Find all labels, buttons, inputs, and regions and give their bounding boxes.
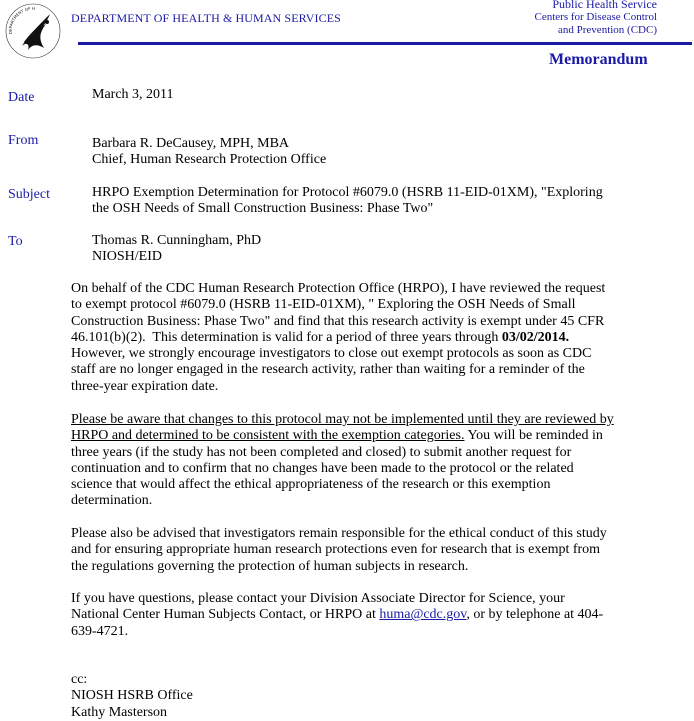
cc-block [71, 672, 631, 721]
p4-text: National Center Human Subjects Contact, or HRPO at [71, 607, 380, 623]
from-label: From [8, 133, 39, 148]
p2-line: science that would affect the ethical appropriateness of the research or this exemption [71, 477, 551, 493]
p2-line: Please be aware that changes to this protocol may not be implemented until they are reviewed by [71, 412, 614, 427]
department-title: DEPARTMENT OF HEALTH & HUMAN SERVICES [71, 11, 341, 25]
paragraph-2 [71, 412, 631, 510]
p3-line: and for ensuring appropriate human research protections even for research that is exempt from [71, 542, 601, 558]
p3-line: the regulations governing the protection of human subjects in research. [71, 558, 469, 574]
to-name: Thomas R. Cunningham, PhD [92, 233, 262, 248]
date-label: Date [8, 90, 35, 105]
header-divider [78, 42, 692, 45]
p2-underlined-text: HRPO and determined to be consistent with the exemption categories. [71, 428, 465, 444]
cdc-line-2: and Prevention (CDC) [558, 24, 657, 36]
memorandum-title: Memorandum [549, 51, 648, 68]
paragraph-3 [71, 526, 631, 575]
p1-line: staff are no longer engaged in the research activity, rather than waiting for a reminder of the [71, 362, 585, 378]
cc-label: cc: [71, 672, 88, 687]
p2-line: determination. [71, 493, 153, 509]
from-value [92, 136, 632, 168]
p1-line: However, we strongly encourage investigators to close out exempt protocols as soon as CDC [71, 346, 592, 362]
subject-line-1: HRPO Exemption Determination for Protocol #6079.0 (HSRB 11-EID-01XM), "Exploring [92, 185, 603, 200]
paragraph-1 [71, 281, 631, 395]
p1-line: Construction Business: Phase Two" and find that this research activity is exempt under 45 CFR [71, 313, 605, 329]
p4-line: If you have questions, please contact your Division Associate Director for Science, your [71, 591, 565, 606]
p2-text: You will be reminded in [464, 428, 603, 444]
p2-line: three years (if the study has not been completed and closed) to submit another request for [71, 444, 572, 460]
subject-value [92, 185, 632, 217]
p1-line: to exempt protocol #6079.0 (HSRB 11-EID-01XM), " Exploring the OSH Needs of Small [71, 297, 576, 313]
public-health-service-label: Public Health Service [552, 0, 657, 11]
hrpo-email-link[interactable]: huma@cdc.gov [379, 607, 467, 623]
to-value [92, 233, 632, 265]
date-value: March 3, 2011 [92, 87, 174, 102]
p1-line: three-year expiration date. [71, 378, 219, 394]
p1-line: On behalf of the CDC Human Research Protection Office (HRPO), I have reviewed the request [71, 281, 606, 296]
p1-line [71, 330, 631, 346]
cdc-line-1: Centers for Disease Control [534, 11, 657, 23]
cc-recipient: NIOSH HSRB Office [71, 688, 193, 704]
paragraph-4 [71, 591, 631, 640]
p3-line: Please also be advised that investigators remain responsible for the ethical conduct of this study [71, 526, 607, 541]
cc-recipient: Kathy Masterson [71, 704, 168, 720]
public-health-service-block [535, 0, 658, 37]
to-org: NIOSH/EID [92, 249, 162, 264]
from-title: Chief, Human Research Protection Office [92, 152, 327, 167]
p1-text: 46.101(b)(2). This determination is valid for a period of three years through [71, 329, 502, 345]
p2-line: continuation and to confirm that no changes have been made to the protocol or the related [71, 460, 574, 476]
to-label: To [8, 234, 23, 249]
hhs-seal-logo [4, 2, 62, 60]
svg-text:DEPARTMENT OF HEALTH & HUMAN S: DEPARTMENT OF H [7, 5, 36, 35]
subject-line-2: the OSH Needs of Small Construction Business: Phase Two" [92, 201, 434, 216]
expiration-date: 03/02/2014. [501, 329, 570, 345]
subject-label: Subject [8, 187, 50, 202]
from-name: Barbara R. DeCausey, MPH, MBA [92, 136, 290, 151]
p4-line: 639-4721. [71, 623, 129, 639]
p4-text: , or by telephone at 404- [466, 607, 604, 623]
p4-line [71, 607, 631, 623]
p2-line [71, 428, 631, 444]
